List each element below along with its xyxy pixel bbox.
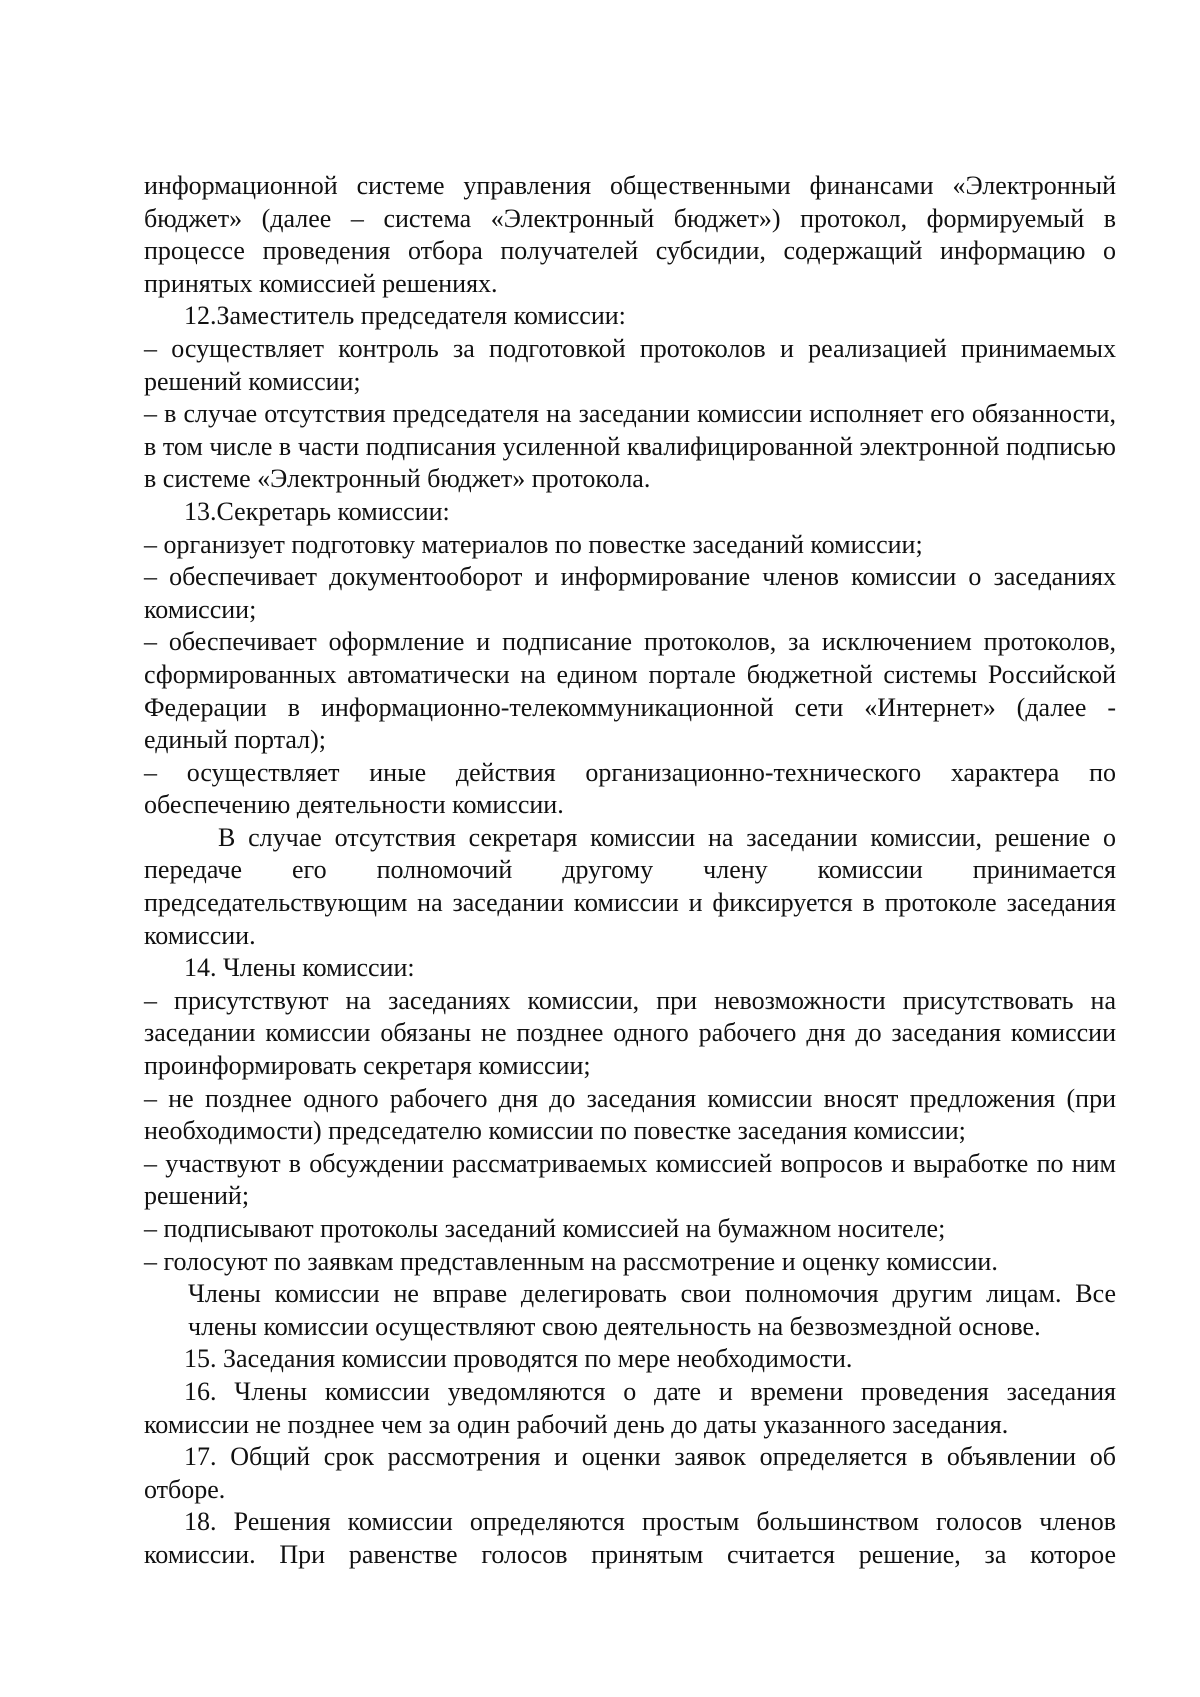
list-item: – организует подготовку материалов по повестке заседаний комиссии; (144, 529, 923, 559)
list-item: – осуществляет контроль за подготовкой протоколов и реализацией принимаемых решений комиссии; (144, 333, 1116, 396)
list-item: – обеспечивает оформление и подписание протоколов, за исключением протоколов, сформированных автоматически на едином портале бюджетной системы Российской Федерации в информационно-телекоммуникационной сети «Интернет» (далее - единый портал); (144, 627, 1116, 755)
section-15: 15. Заседания комиссии проводятся по мере необходимости. (184, 1344, 853, 1374)
list-item: – осуществляет иные действия организационно-технического характера по обеспечению деятельности комиссии. (144, 757, 1116, 820)
section-heading-13: 13.Секретарь комиссии: (184, 496, 450, 526)
paragraph-secretary-absence: В случае отсутствия секретаря комиссии на заседании комиссии, решение о передаче его полномочий другому члену комиссии принимается председательствующим на заседании комиссии и фиксируется в протоколе заседания комиссии. (144, 822, 1116, 950)
list-item: – подписывают протоколы заседаний комиссией на бумажном носителе; (144, 1214, 946, 1243)
section-heading-12: 12.Заместитель председателя комиссии: (184, 301, 626, 331)
list-item: – участвуют в обсуждении рассматриваемых комиссией вопросов и выработке по ним решений; (144, 1148, 1116, 1211)
list-item: – обеспечивает документооборот и информирование членов комиссии о заседаниях комиссии; (144, 562, 1116, 624)
list-item: – не позднее одного рабочего дня до заседания комиссии вносят предложения (при необходимости) председателю комиссии по повестке заседания комиссии; (144, 1083, 1116, 1146)
document-body (144, 170, 1116, 1572)
section-heading-14: 14. Члены комиссии: (184, 953, 415, 983)
section-18: 18. Решения комиссии определяются простым большинством голосов членов комиссии. При равенстве голосов принятым считается решение, за которое (144, 1507, 1116, 1569)
paragraph-members-delegation: Члены комиссии не вправе делегировать свои полномочия другим лицам. Все члены комиссии осуществляют свою деятельность на безвозмездной основе. (188, 1279, 1116, 1341)
list-item: – в случае отсутствия председателя на заседании комиссии исполняет его обязанности, в том числе в части подписания усиленной квалифицированной электронной подписью в системе «Электронный бюджет» протокола. (144, 399, 1116, 494)
section-16: 16. Члены комиссии уведомляются о дате и времени проведения заседания комиссии не позднее чем за один рабочий день до даты указанного заседания. (144, 1376, 1116, 1439)
paragraph-system-protocol: информационной системе управления общественными финансами «Электронный бюджет» (далее – система «Электронный бюджет») протокол, формируемый в процессе проведения отбора получателей субсидии, содержащий информацию о принятых комиссией решениях. (144, 171, 1116, 298)
section-17: 17. Общий срок рассмотрения и оценки заявок определяется в объявлении об отборе. (144, 1442, 1116, 1504)
list-item: – присутствуют на заседаниях комиссии, при невозможности присутствовать на заседании комиссии обязаны не позднее одного рабочего дня до заседания комиссии проинформировать секретаря комиссии; (144, 985, 1116, 1081)
list-item: – голосуют по заявкам представленным на рассмотрение и оценку комиссии. (144, 1246, 998, 1276)
